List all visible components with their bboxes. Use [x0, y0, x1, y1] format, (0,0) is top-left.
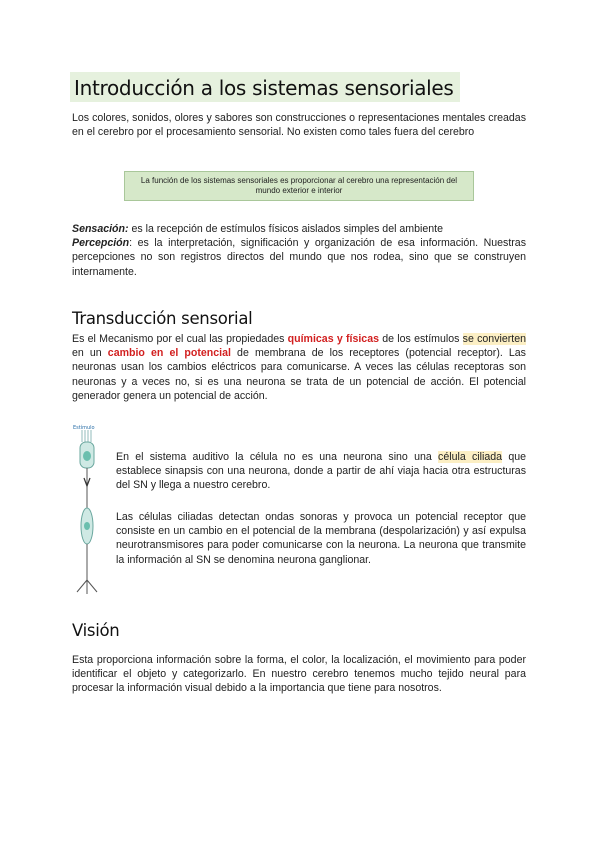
transduccion-text-3: de los estímulos — [378, 333, 463, 345]
callout-text: La función de los sistemas sensoriales es proporcionar al cerebro una representación del mundo exterior e interior — [140, 176, 458, 195]
figure-label: Estímulo — [73, 425, 95, 431]
vision-heading: Visión — [72, 621, 120, 640]
callout-box — [124, 171, 474, 201]
auditivo-paragraph-1 — [116, 450, 526, 493]
percepcion-text: : es la interpretación, significación y organización de esa información. Nuestras percepciones no son registros directos del mundo que nos rodea, sino que se construyen internamente. — [72, 237, 526, 278]
intro-paragraph: Los colores, sonidos, olores y sabores son construcciones o representaciones mentales creadas en el cerebro por el procesamiento sensorial. No existen como tales fuera del cerebro — [72, 112, 526, 139]
page-title: Introducción a los sistemas sensoriales — [70, 72, 460, 102]
hair-cell-neuron-figure — [64, 420, 116, 600]
highlight-celula-ciliada: célula ciliada — [438, 451, 503, 463]
auditivo-text-c: que establece sinapsis con una neurona, donde a partir de ahí viaja hacia otra estructuras del SN y llega a nuestro cerebro. — [116, 451, 526, 492]
highlight-quimicas: químicas y físicas — [287, 333, 379, 345]
highlight-cambio-potencial: cambio en el potencial — [107, 347, 231, 360]
transduccion-text-1: Es el Mecanismo por el cual las propiedades — [72, 333, 288, 345]
definitions-paragraph — [72, 222, 526, 279]
auditivo-paragraph-2: Las células ciliadas detectan ondas sonoras y provoca un potencial receptor que consiste en un cambio en el potencial de la membrana (despolarización) y así expulsa neurotransmisores para poder comunicarse con la neurona. La neurona que transmite la información al SN se denomina neurona ganglionar. — [116, 511, 526, 566]
highlight-se-convierten: se convierten — [462, 333, 526, 345]
auditivo-text-a: En el sistema auditivo la célula no es una neurona sino una — [116, 451, 439, 463]
transduccion-text-5: en un — [72, 347, 108, 360]
percepcion-term: Percepción — [72, 237, 130, 250]
transduccion-text-7: de membrana de los receptores (potencial receptor). Las neuronas usan los cambios eléctricos para comunicarse. A veces las células receptoras son neuronas y a veces no, si es una neurona se trata de un potencial de acción. El potencial generador genera un potencial de acción. — [72, 347, 526, 402]
sensacion-term: Sensación: — [72, 223, 129, 235]
transduccion-heading: Transducción sensorial — [72, 309, 253, 328]
transduccion-paragraph — [72, 332, 526, 403]
sensacion-text: es la recepción de estímulos físicos aislados simples del ambiente — [128, 223, 443, 235]
vision-paragraph: Esta proporciona información sobre la forma, el color, la localización, el movimiento para poder identificar el objeto y categorizarlo. En nuestro cerebro tenemos mucho tejido neural para procesar la información visual debido a la importancia que tiene para nosotros. — [72, 654, 526, 695]
